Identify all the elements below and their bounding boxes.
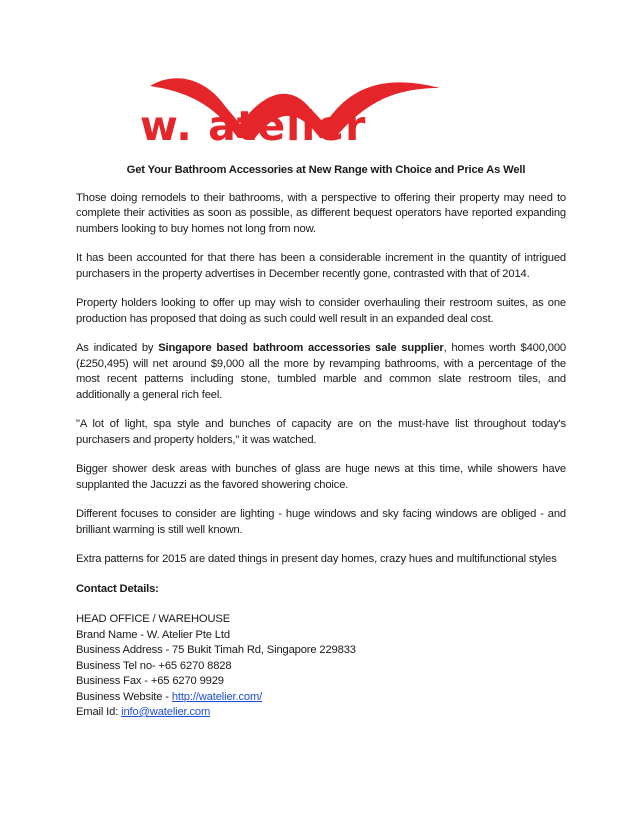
contact-website xyxy=(76,690,566,706)
paragraph-5: "A lot of light, spa style and bunches of capacity are on the must-have list throughout today's purchasers and property holders," it was watched. xyxy=(76,418,566,446)
contact-fax: Business Fax - +65 6270 9929 xyxy=(76,675,224,687)
contact-office: HEAD OFFICE / WAREHOUSE xyxy=(76,613,231,625)
contact-heading: Contact Details: xyxy=(76,582,159,595)
paragraph-7: Different focuses to consider are lighting - huge windows and sky facing windows are obliged - and brilliant warming is still well known. xyxy=(76,508,566,536)
paragraph-4 xyxy=(76,341,566,403)
paragraph-8: Extra patterns for 2015 are dated things in present day homes, crazy hues and multifunctional styles xyxy=(76,553,557,565)
document-body xyxy=(76,163,566,721)
logo-text: w. atelier xyxy=(140,102,367,150)
supplier-highlight: Singapore based bathroom accessories sale supplier xyxy=(158,342,444,354)
website-label: Business Website - xyxy=(76,690,172,703)
website-link[interactable]: http://watelier.com/ xyxy=(171,690,263,703)
contact-tel: Business Tel no- +65 6270 8828 xyxy=(76,659,232,672)
paragraph-4-lead: As indicated by xyxy=(76,342,159,354)
document-title: Get Your Bathroom Accessories at New Range with Choice and Price As Well xyxy=(126,164,526,176)
email-link[interactable]: info@watelier.com xyxy=(121,706,211,718)
email-label: Email Id: xyxy=(76,706,122,718)
paragraph-4-rest: , homes worth $400,000 (£250,495) will net around $9,000 all the more by revamping bathrooms, with a percentage of the most recent patterns including stone, tumbled marble and common slate restroom tiles, and additionally a general rich feel. xyxy=(76,342,566,401)
paragraph-6: Bigger shower desk areas with bunches of glass are huge news at this time, while showers have supplanted the Jacuzzi as the favored showering choice. xyxy=(76,463,566,491)
paragraph-1: Those doing remodels to their bathrooms, with a perspective to offering their property may need to complete their activities as soon as possible, as different bequest operators have reported expanding numbers looking to buy homes not long from now. xyxy=(76,191,566,235)
paragraph-3: Property holders looking to offer up may wish to consider overhauling their restroom suites, as one production has proposed that doing as such could well result in an expanded deal cost. xyxy=(76,297,566,325)
contact-brand: Brand Name - W. Atelier Pte Ltd xyxy=(76,628,230,641)
contact-email xyxy=(76,705,566,721)
contact-address: Business Address - 75 Bukit Timah Rd, Singapore 229833 xyxy=(76,644,356,656)
paragraph-2: It has been accounted for that there has been a considerable increment in the quantity of intrigued purchasers in the property advertises in December recently gone, contrasted with that of 2014. xyxy=(76,252,566,280)
